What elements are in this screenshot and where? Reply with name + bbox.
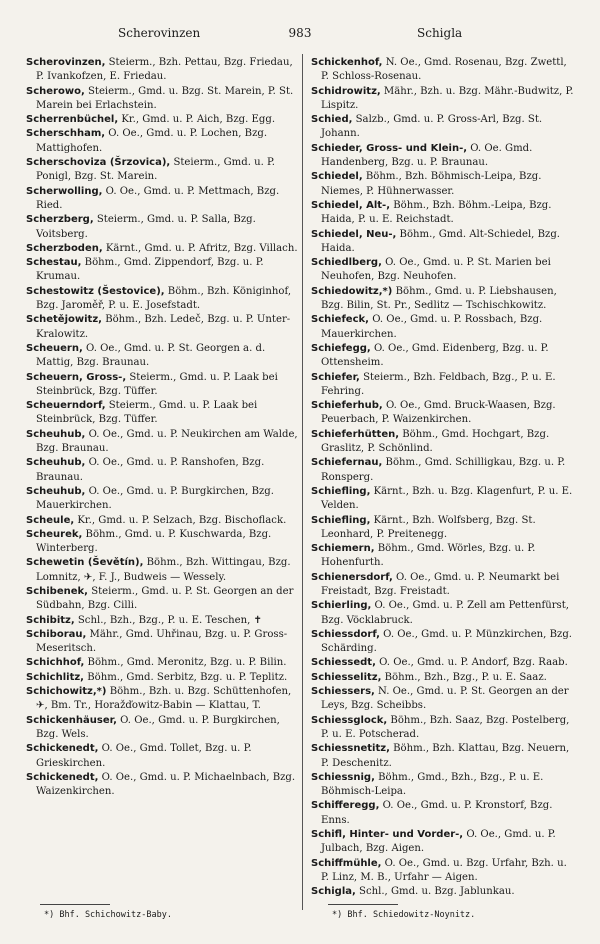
entry-headword: Schigla, <box>311 886 356 898</box>
entry-headword: Schiefernau, <box>311 457 383 469</box>
entry-details: Steierm., Bzh. Pettau, Bzg. Friedau, P. Ivankofzen, E. Friedau. <box>36 57 293 83</box>
entry-headword: Schiefling, <box>311 485 371 497</box>
entry-headword: Scherrenbüchel, <box>26 114 119 126</box>
entry-headword: Scheule, <box>26 514 75 526</box>
entry-headword: Schichowitz,*) <box>26 686 107 698</box>
entry-details: O. Oe., Gmd. u. P. Neukirchen am Walde, Bzg. Braunau. <box>36 428 298 455</box>
entry-details: O. Oe., Gmd. Eidenberg, Bzg. u. P. Ottensheim. <box>321 342 549 369</box>
entry-details: Salzb., Gmd. u. P. Gross-Arl, Bzg. St. Johann. <box>321 114 543 140</box>
entry-details: Böhm., Bzh. Böhmisch-Leipa, Bzg. Niemes, P. Hühnerwasser. <box>321 171 542 197</box>
entry-headword: Scheuern, <box>26 342 83 354</box>
gazetteer-entry <box>311 799 577 828</box>
gazetteer-entry <box>26 528 302 557</box>
entry-headword: Scherzboden, <box>26 242 103 254</box>
gazetteer-entry <box>311 514 577 543</box>
entry-headword: Schiefegg, <box>311 342 371 354</box>
entry-details: O. Oe., Gmd. u. P. Kronstorf, Bzg. Enns. <box>321 800 553 826</box>
gazetteer-entry <box>26 671 302 685</box>
gazetteer-entry <box>26 456 302 485</box>
gazetteer-entry <box>311 828 577 857</box>
entry-headword: Schiedel, <box>311 171 363 183</box>
entry-headword: Schickenedt, <box>26 771 99 783</box>
entry-details: Steierm., Gmd. u. P. Salla, Bzg. Voitsberg. <box>36 214 256 240</box>
entry-headword: Schieder, Gross- und Klein-, <box>311 142 468 154</box>
gazetteer-entry <box>311 671 577 685</box>
entry-headword: Scherschham, <box>26 128 106 140</box>
entry-details: Steierm., Bzh. Feldbach, Bzg., P. u. E. Fehring. <box>321 371 556 397</box>
entry-headword: Scherschoviza (Šrzovica), <box>26 157 171 169</box>
entry-headword: Schiefeck, <box>311 314 369 326</box>
entry-details: O. Oe., Gmd. u. P. Burgkirchen, Bzg. Wels. <box>36 714 280 740</box>
entry-details: N. Oe., Gmd. u. P. St. Georgen an der Leys, Bzg. Scheibbs. <box>321 686 569 712</box>
entry-headword: Schiemern, <box>311 543 375 555</box>
gazetteer-entry <box>26 771 302 800</box>
entry-details: O. Oe., Gmd. u. P. Michaelnbach, Bzg. Waizenkirchen. <box>36 771 296 798</box>
entry-details: O. Oe., Gmd. u. P. St. Marien bei Neuhofen, Bzg. Neuhofen. <box>321 257 551 283</box>
entry-headword: Scherowo, <box>26 85 85 97</box>
gazetteer-entry <box>26 428 302 457</box>
entry-details: O. Oe., Gmd. u. P. Andorf, Bzg. Raab. <box>379 657 568 669</box>
gazetteer-entry <box>311 256 577 285</box>
entry-headword: Schiborau, <box>26 628 87 640</box>
entry-details: Steierm., Gmd. u. P. St. Georgen an der Südbahn, Bzg. Cilli. <box>36 585 294 612</box>
entry-headword: Schestowitz (Šestovice), <box>26 285 165 297</box>
entry-headword: Scheuern, Gross-, <box>26 371 127 383</box>
gazetteer-entry <box>26 399 302 428</box>
gazetteer-entry <box>26 127 302 156</box>
gazetteer-entry <box>26 85 302 114</box>
entry-details: O. Oe., Gmd. u. P. Rossbach, Bzg. Mauerkirchen. <box>321 314 543 340</box>
entry-headword: Schiffmühle, <box>311 857 382 869</box>
entry-headword: Schichhof, <box>26 657 85 669</box>
entry-headword: Schickenhäuser, <box>26 714 117 726</box>
entry-details: O. Oe., Gmd. u. P. Burgkirchen, Bzg. Mauerkirchen. <box>36 485 274 512</box>
entry-details: O. Oe., Gmd. u. P. Ranshofen, Bzg. Braunau. <box>36 457 265 483</box>
entry-details: O. Oe., Gmd. u. P. St. Georgen a. d. Mattig, Bzg. Braunau. <box>36 342 266 369</box>
entry-headword: Scheuhub, <box>26 485 86 497</box>
gazetteer-entry <box>26 585 302 614</box>
entry-details: Steierm., Gmd. u. P. Laak bei Steinbrück, Bzg. Tüffer. <box>36 400 258 426</box>
entry-headword: Scherzberg, <box>26 214 94 226</box>
left-column <box>26 56 302 799</box>
gazetteer-entry <box>311 485 577 514</box>
gazetteer-entry <box>311 142 577 171</box>
entry-headword: Schibitz, <box>26 614 75 626</box>
entry-headword: Schickenhof, <box>311 57 383 68</box>
entry-headword: Schiedel, Neu-, <box>311 228 397 240</box>
entry-headword: Schieferhub, <box>311 400 383 412</box>
gazetteer-entry <box>26 514 302 528</box>
entry-details: O. Oe., Gmd. u. P. Lochen, Bzg. Mattighofen. <box>36 128 268 154</box>
entry-headword: Schiedowitz,*) <box>311 285 393 297</box>
column-divider <box>302 54 303 910</box>
entry-details: Steierm., Gmd. u. P. Ponigl, Bzg. St. Marein. <box>36 157 275 183</box>
gazetteer-entry <box>26 614 302 628</box>
gazetteer-entry <box>311 571 577 600</box>
entry-headword: Scheuerndorf, <box>26 400 106 412</box>
gazetteer-entry <box>311 170 577 199</box>
gazetteer-entry <box>311 456 577 485</box>
gazetteer-entry <box>311 56 577 85</box>
gazetteer-entry <box>26 285 302 314</box>
footnote-rule-left <box>40 904 110 905</box>
gazetteer-entry <box>26 342 302 371</box>
entry-details: O. Oe., Gmd. u. P. Julbach, Bzg. Aigen. <box>321 829 556 855</box>
right-column <box>311 56 577 900</box>
entry-headword: Schetějowitz, <box>26 314 102 326</box>
gazetteer-entry <box>26 556 302 585</box>
entry-details: Böhm., Gmd. Hochgart, Bzg. Graslitz, P. Schönlind. <box>321 428 550 455</box>
entry-headword: Schickenedt, <box>26 743 99 755</box>
gazetteer-entry <box>311 885 577 899</box>
entry-headword: Schifl, Hinter- und Vorder-, <box>311 829 464 841</box>
gazetteer-entry <box>311 371 577 400</box>
gazetteer-entry <box>311 342 577 371</box>
footnote-rule-right <box>328 904 398 905</box>
entry-details: Schl., Bzh., Bzg., P. u. E. Teschen, ✝ <box>77 614 262 626</box>
entry-details: O. Oe., Gmd. u. P. Mettmach, Bzg. Ried. <box>36 185 280 211</box>
gazetteer-entry <box>311 628 577 657</box>
gazetteer-entry <box>26 256 302 285</box>
entry-headword: Schiessglock, <box>311 714 388 726</box>
gazetteer-entry <box>311 285 577 314</box>
entry-headword: Schichlitz, <box>26 671 84 683</box>
entry-details: Kärnt., Gmd. u. P. Afritz, Bzg. Villach. <box>105 242 298 254</box>
gazetteer-entry <box>26 113 302 127</box>
entry-details: Böhm., Bzh., Bzg., P. u. E. Saaz. <box>384 671 547 683</box>
gazetteer-entry <box>311 199 577 228</box>
entry-details: O. Oe., Gmd. u. P. Münzkirchen, Bzg. Schärding. <box>321 628 572 655</box>
entry-details: Böhm., Bzh. Wittingau, Bzg. Lomnitz, ✈, F. J., Budweis — Wessely. <box>36 557 291 583</box>
gazetteer-entry <box>311 714 577 743</box>
entry-headword: Schestau, <box>26 257 82 269</box>
entry-details: O. Oe., Gmd. Bruck-Waasen, Bzg. Peuerbach, P. Waizenkirchen. <box>321 400 556 426</box>
entry-details: Böhm., Bzh. u. Bzg. Schüttenhofen, ✈, Bm. Tr., Horažďowitz-Babin — Klattau, T. <box>36 686 292 712</box>
entry-headword: Schidrowitz, <box>311 85 381 97</box>
gazetteer-entry <box>311 228 577 257</box>
entry-headword: Scheuhub, <box>26 457 86 469</box>
page-number: 983 <box>288 26 312 40</box>
entry-details: O. Oe., Gmd. u. P. Neumarkt bei Freistadt, Bzg. Freistadt. <box>321 571 560 597</box>
entry-details: Mähr., Bzh. u. Bzg. Mähr.-Budwitz, P. Lispitz. <box>321 85 574 111</box>
entry-details: Böhm., Bzh. Böhm.-Leipa, Bzg. Haida, P. u. E. Reichstadt. <box>321 199 552 226</box>
entry-details: Böhm., Bzh. Saaz, Bzg. Postelberg, P. u. E. Potscherad. <box>321 714 570 740</box>
entry-details: Böhm., Gmd. Serbitz, Bzg. u. P. Teplitz. <box>87 671 288 683</box>
entry-details: N. Oe., Gmd. Rosenau, Bzg. Zwettl, P. Schloss-Rosenau. <box>321 57 567 83</box>
gazetteer-entry <box>311 399 577 428</box>
entry-headword: Schiessdorf, <box>311 628 380 640</box>
gazetteer-entry <box>26 313 302 342</box>
entry-details: Schl., Gmd. u. Bzg. Jablunkau. <box>359 886 515 898</box>
gazetteer-entry <box>26 656 302 670</box>
gazetteer-entry <box>311 542 577 571</box>
gazetteer-entry <box>26 185 302 214</box>
entry-headword: Schiesselitz, <box>311 671 382 683</box>
entry-headword: Schiessedt, <box>311 657 376 669</box>
gazetteer-entry <box>311 428 577 457</box>
entry-headword: Schiefling, <box>311 514 371 526</box>
entry-details: Böhm., Bzh. Ledeč, Bzg. u. P. Unter-Kralowitz. <box>36 314 291 340</box>
entry-details: Kr., Gmd. u. P. Selzach, Bzg. Bischoflack. <box>77 514 287 526</box>
entry-details: Böhm., Gmd. u. P. Kuschwarda, Bzg. Winterberg. <box>36 528 272 555</box>
page-header <box>0 26 600 44</box>
entry-details: Kärnt., Bzh. Wolfsberg, Bzg. St. Leonhard, P. Preitenegg. <box>321 514 536 540</box>
gazetteer-entry <box>26 485 302 514</box>
running-head-left: Scherovinzen <box>118 26 201 40</box>
gazetteer-entry <box>26 242 302 256</box>
gazetteer-entry <box>26 742 302 771</box>
entry-details: Böhm., Bzh. Klattau, Bzg. Neuern, P. Deschenitz. <box>321 743 570 769</box>
footnote-left: *) Bhf. Schichowitz-Baby. <box>44 910 172 920</box>
entry-details: O. Oe., Gmd. Tollet, Bzg. u. P. Grieskirchen. <box>36 743 252 769</box>
entry-headword: Schierling, <box>311 600 372 612</box>
gazetteer-entry <box>311 656 577 670</box>
gazetteer-entry <box>26 628 302 657</box>
gazetteer-entry <box>311 313 577 342</box>
gazetteer-entry <box>311 85 577 114</box>
entry-headword: Schifferegg, <box>311 800 380 812</box>
entry-details: O. Oe. Gmd. Handenberg, Bzg. u. P. Braunau. <box>321 142 533 169</box>
entry-details: Böhm., Gmd. Wörles, Bzg. u. P. Hohenfurth. <box>321 543 536 569</box>
entry-details: O. Oe., Gmd. u. P. Zell am Pettenfürst, Bzg. Vöcklabruck. <box>321 600 569 626</box>
entry-headword: Schiedlberg, <box>311 257 382 269</box>
entry-headword: Schewetin (Ševětín), <box>26 557 144 569</box>
gazetteer-entry <box>26 56 302 85</box>
entry-details: Steierm., Gmd. u. P. Laak bei Steinbrück, Bzg. Tüffer. <box>36 371 278 397</box>
entry-headword: Schiedel, Alt-, <box>311 199 391 211</box>
entry-headword: Schiessnig, <box>311 771 375 783</box>
gazetteer-entry <box>26 156 302 185</box>
entry-headword: Schiessers, <box>311 686 375 698</box>
entry-details: Böhm., Gmd. Schilligkau, Bzg. u. P. Ronsperg. <box>321 457 566 483</box>
entry-details: Böhm., Gmd., Bzh., Bzg., P. u. E. Böhmisch-Leipa. <box>321 771 544 798</box>
entry-headword: Schiessnetitz, <box>311 743 390 755</box>
gazetteer-entry <box>311 742 577 771</box>
entry-headword: Scheuhub, <box>26 428 86 440</box>
entry-details: Kärnt., Bzh. u. Bzg. Klagenfurt, P. u. E. Velden. <box>321 485 573 512</box>
gazetteer-entry <box>26 714 302 743</box>
entry-headword: Scheurek, <box>26 528 83 540</box>
entry-headword: Scherwolling, <box>26 185 103 197</box>
entry-headword: Schienersdorf, <box>311 571 393 583</box>
entry-details: Kr., Gmd. u. P. Aich, Bzg. Egg. <box>121 114 276 126</box>
gazetteer-entry <box>311 685 577 714</box>
entry-details: Böhm., Gmd. u. P. Liebshausen, Bzg. Bilin, St. Pr., Sedlitz — Tschischkowitz. <box>321 285 557 312</box>
gazetteer-entry <box>311 113 577 142</box>
gazetteer-entry <box>26 213 302 242</box>
gazetteer-entry <box>311 857 577 886</box>
footnote-right: *) Bhf. Schiedowitz-Noynitz. <box>332 910 476 920</box>
entry-details: O. Oe., Gmd. u. Bzg. Urfahr, Bzh. u. P. Linz, M. B., Urfahr — Aigen. <box>321 857 567 883</box>
gazetteer-entry <box>311 599 577 628</box>
entry-details: Mähr., Gmd. Uhřinau, Bzg. u. P. Gross-Meseritsch. <box>36 628 288 655</box>
gazetteer-entry <box>26 371 302 400</box>
entry-headword: Schiefer, <box>311 371 360 383</box>
entry-details: Böhm., Gmd. Zippendorf, Bzg. u. P. Krumau. <box>36 257 264 283</box>
entry-details: Böhm., Gmd. Meronitz, Bzg. u. P. Bilin. <box>87 657 287 669</box>
entry-headword: Scherovinzen, <box>26 57 106 68</box>
entry-headword: Schibenek, <box>26 585 88 597</box>
entry-details: Steierm., Gmd. u. Bzg. St. Marein, P. St. Marein bei Erlachstein. <box>36 85 294 111</box>
gazetteer-entry <box>311 771 577 800</box>
entry-headword: Schied, <box>311 114 353 126</box>
entry-details: Böhm., Gmd. Alt-Schiedel, Bzg. Haida. <box>321 228 560 254</box>
running-head-right: Schigla <box>417 26 463 40</box>
entry-details: Böhm., Bzh. Königinhof, Bzg. Jaroměř, P. u. E. Josefstadt. <box>36 285 292 312</box>
entry-headword: Schieferhütten, <box>311 428 400 440</box>
gazetteer-entry <box>26 685 302 714</box>
